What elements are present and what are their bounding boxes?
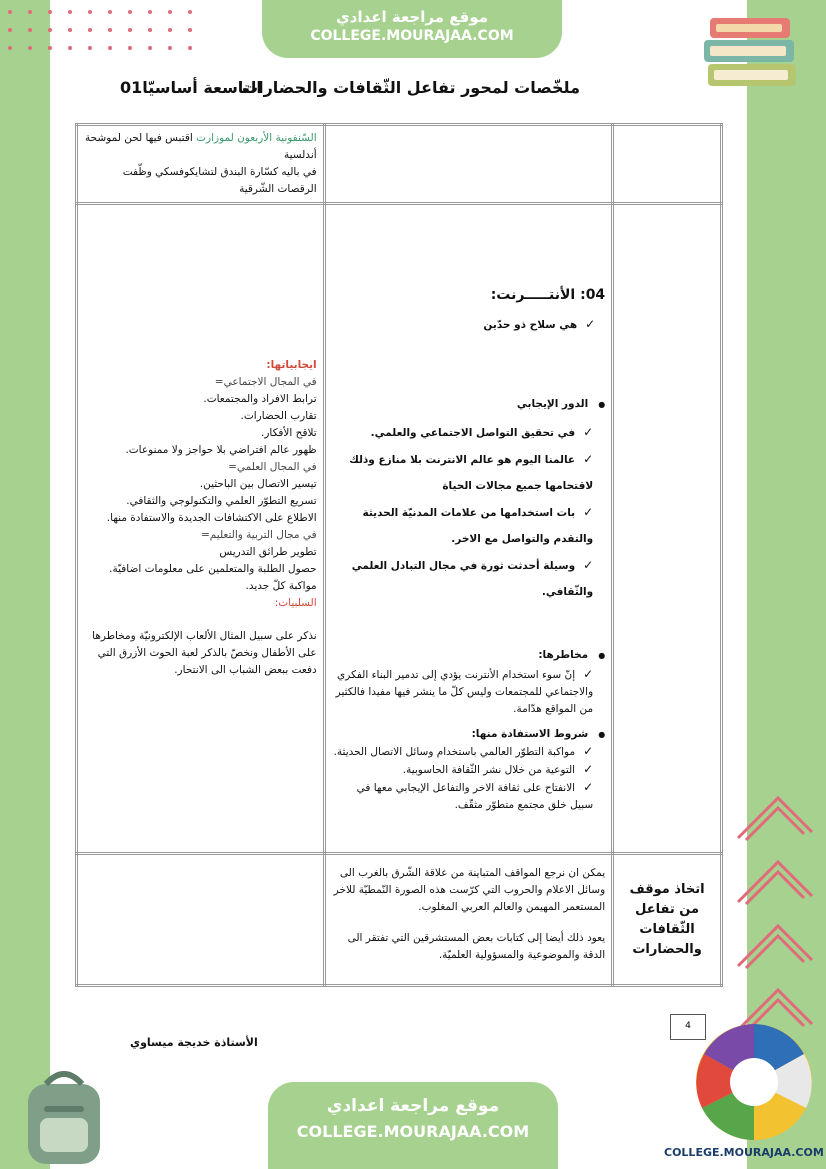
list-item <box>332 419 594 446</box>
decorative-dot <box>188 28 192 32</box>
symphony-title: السّنفونية الأربعون لموزارت <box>196 132 317 144</box>
bullet-icon <box>588 728 605 740</box>
list-item <box>332 743 594 761</box>
negatives-text: نذكر على سبيل المثال الألعاب الإلكترونيّة ومخاطرها على الأطفال ونخصّ بالذكر لعبة الحوت الأزرق التي دفعت ببعض الشباب الى الانتحار. <box>92 630 317 676</box>
decorative-dot <box>28 28 32 32</box>
decorative-dot <box>68 46 72 50</box>
check-icon: ✓ <box>585 317 596 331</box>
check-icon: ✓ <box>583 505 594 519</box>
decorative-dot <box>48 28 52 32</box>
conditions-heading-row <box>332 726 606 743</box>
decorative-dot <box>128 28 132 32</box>
list-item: حصول الطلبة والمتعلمين على معلومات اضافيّة. <box>109 563 317 575</box>
dangers-heading: مخاطرها: <box>538 649 589 661</box>
row3-left-cell <box>77 854 325 986</box>
row1-left-cell <box>77 125 325 204</box>
title-main: ملخّصات لمحور تفاعل الثّقافات والحضارات <box>242 78 580 97</box>
check-icon: ✓ <box>583 452 594 466</box>
row3-paragraph-2: يعود ذلك أيضا إلى كتابات بعض المستشرقين التي تفتقر الى الدقة والموضوعية والمسؤولية العلميّة. <box>347 932 606 961</box>
decorative-dot <box>108 28 112 32</box>
decorative-dot <box>108 10 112 14</box>
list-item: تيسير الاتصال بين الباحثين. <box>199 478 317 490</box>
decorative-dot <box>48 46 52 50</box>
top-banner-arabic: موقع مراجعة اعدادي <box>336 8 488 26</box>
list-item: ظهور عالم افتراضي بلا حواجز ولا ممنوعات. <box>125 444 317 456</box>
row1-middle-cell <box>324 125 613 204</box>
list-item-text: مواكبة التطوّر العالمي باستخدام وسائل الاتصال الحديثة. <box>333 746 576 758</box>
row1-right-cell <box>613 125 722 204</box>
list-item: تقارب الحضارات. <box>240 410 317 422</box>
decorative-dot <box>68 28 72 32</box>
symphony-desc: اقتبس فيها لحن لموشحة أندلسية <box>85 132 317 161</box>
list-item: تلاقح الأفكار. <box>261 427 317 439</box>
top-site-banner[interactable] <box>262 0 562 58</box>
positive-role-heading: الدور الإيجابي <box>516 398 589 410</box>
check-icon: ✓ <box>583 762 594 776</box>
row3-middle-cell <box>324 854 613 986</box>
check-icon: ✓ <box>583 558 594 572</box>
top-banner-url: COLLEGE.MOURAJAA.COM <box>310 28 514 44</box>
list-item <box>332 761 594 779</box>
decorative-dot <box>148 28 152 32</box>
decorative-dot <box>88 10 92 14</box>
decorative-dot <box>188 10 192 14</box>
bullet-icon <box>588 649 605 661</box>
chevron-up-icon <box>732 790 818 1040</box>
internet-intro-row <box>332 316 596 334</box>
decorative-dot <box>108 46 112 50</box>
books-stack-icon <box>700 16 804 90</box>
decorative-dot <box>128 46 132 50</box>
row2-left-cell <box>77 204 325 854</box>
list-item: الاطلاع على الاكتشافات الجديدة والاستفادة منها. <box>106 512 317 524</box>
title-grade: التاسعة أساسيّا01 <box>120 78 262 97</box>
bottom-site-banner[interactable] <box>268 1082 558 1169</box>
positive-role-list <box>332 419 594 605</box>
row2-middle-cell <box>324 204 613 854</box>
internet-heading: 04: الأنتـــــرنت: <box>490 287 606 303</box>
bottom-banner-url: COLLEGE.MOURAJAA.COM <box>296 1122 530 1141</box>
internet-intro: هي سلاح ذو حدّين <box>483 319 578 331</box>
list-item-text: الانفتاح على ثقافة الاخر والتفاعل الإيجابي معها في سبيل خلق مجتمع متطوّر مثقّف. <box>356 782 594 811</box>
list-item-text: وسيلة أحدثت ثورة في مجال التبادل العلمي والثّقافي. <box>351 560 594 598</box>
list-item-text: في تحقيق التواصل الاجتماعي والعلمي. <box>370 427 576 439</box>
site-logo-text[interactable]: COLLEGE.MOURAJAA.COM <box>664 1146 824 1159</box>
document-title <box>120 78 580 97</box>
decorative-dot <box>8 46 12 50</box>
row2-right-cell <box>613 204 722 854</box>
decorative-dot <box>28 46 32 50</box>
teacher-signature: الأستاذة خديجة ميساوي <box>130 1036 258 1049</box>
bottom-banner-arabic: موقع مراجعة اعدادي <box>326 1096 500 1116</box>
backpack-icon <box>14 1062 114 1166</box>
education-heading: في مجال التربية والتعليم= <box>200 529 317 541</box>
bullet-icon <box>588 398 605 410</box>
dangers-heading-row <box>332 647 606 664</box>
science-heading: في المجال العلمي= <box>228 461 317 473</box>
list-item <box>332 552 594 605</box>
list-item: تسريع التطوّر العلمي والتكنولوجي والثقافي. <box>126 495 317 507</box>
list-item <box>332 446 594 499</box>
social-heading: في المجال الاجتماعي= <box>214 376 317 388</box>
page-number: 4 <box>670 1014 706 1040</box>
list-item: ترابط الافراد والمجتمعات. <box>203 393 317 405</box>
summary-table <box>75 123 723 987</box>
list-item <box>332 779 594 814</box>
decorative-dot <box>168 28 172 32</box>
row3-right-cell <box>613 854 722 986</box>
decorative-dot <box>148 46 152 50</box>
school-subjects-wheel-icon <box>694 1022 814 1142</box>
decorative-dot <box>48 10 52 14</box>
decorative-dot <box>88 28 92 32</box>
check-icon: ✓ <box>583 667 594 681</box>
table-row <box>77 854 722 986</box>
decorative-dot <box>168 46 172 50</box>
list-item <box>332 499 594 552</box>
decorative-dot <box>8 10 12 14</box>
check-icon: ✓ <box>583 425 594 439</box>
decorative-dot <box>8 28 12 32</box>
conditions-list <box>332 743 594 814</box>
decorative-dot <box>28 10 32 14</box>
negatives-heading: السلبيات: <box>274 597 317 609</box>
stance-heading: اتخاذ موقف من تفاعل الثّقافات والحضارات <box>629 881 705 957</box>
table-row <box>77 204 722 854</box>
dangers-item <box>332 666 594 718</box>
list-item-text: عالمنا اليوم هو عالم الانترنت بلا منازع وذلك لاقتحامها جميع مجالات الحياة <box>349 454 594 492</box>
decorative-dots <box>0 0 200 60</box>
nutcracker-text: في باليه كسّارة البندق لتشايكوفسكي وظّفت الرقصات الشّرقية <box>122 166 317 195</box>
conditions-heading: شروط الاستفادة منها: <box>471 728 589 740</box>
positives-heading: ايجابياتها: <box>266 359 317 371</box>
decorative-dot <box>168 10 172 14</box>
decorative-dot <box>88 46 92 50</box>
decorative-dot <box>148 10 152 14</box>
check-icon: ✓ <box>583 744 594 758</box>
positive-role-heading-row <box>332 396 606 413</box>
dangers-text: إنّ سوء استخدام الأنترنت يؤدي إلى تدمير البناء الفكري والاجتماعي للمجتمعات وليس كلّ ما ينشر فيها مفيدا فالكثير من المواقع هدّامة. <box>335 669 594 715</box>
decorative-dot <box>128 10 132 14</box>
decorative-dot <box>188 46 192 50</box>
table-row <box>77 125 722 204</box>
list-item-text: التوعية من خلال نشر الثّقافة الحاسوبية. <box>402 764 576 776</box>
list-item-text: بات استخدامها من علامات المدنيّة الحديثة والتقدم والتواصل مع الاخر. <box>362 507 594 545</box>
row3-paragraph-1: يمكن ان نرجع المواقف المتباينة من علاقة الشّرق بالغرب الى وسائل الاعلام والحروب التي كرّست هذه الصورة النّمطيّة للاخر المستعمر المهيمن والعالم العربي المغلوب. <box>333 867 606 913</box>
decorative-dot <box>68 10 72 14</box>
check-icon: ✓ <box>583 780 594 794</box>
list-item: مواكبة كلّ جديد. <box>245 580 317 592</box>
list-item: تطوير طرائق التدريس <box>219 546 317 558</box>
